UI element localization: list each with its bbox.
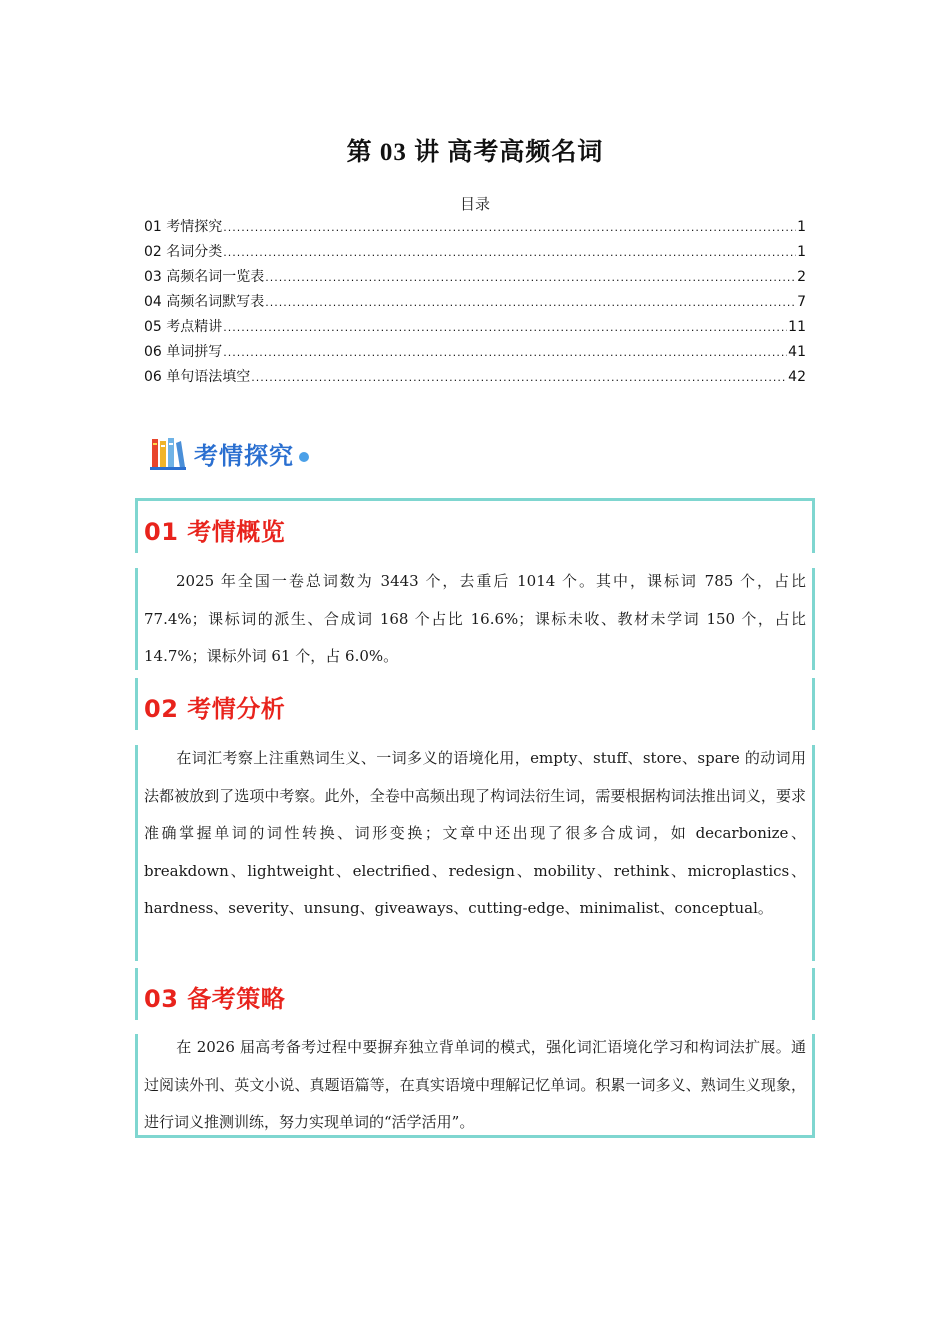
frame-left-border <box>135 1034 138 1136</box>
toc-item-page: 41 <box>788 344 806 360</box>
toc-item[interactable] <box>144 317 806 342</box>
section-body <box>144 1029 806 1142</box>
frame-left-border <box>135 968 138 1020</box>
toc-item-label: 01 考情探究 <box>144 219 223 235</box>
toc-item-page: 7 <box>797 294 806 310</box>
toc-item[interactable] <box>144 342 806 367</box>
toc-leader-dots <box>223 243 796 263</box>
section-heading: 01 考情概览 <box>144 518 286 546</box>
toc-leader-dots <box>265 293 796 313</box>
toc-item-page: 11 <box>788 319 806 335</box>
toc-item-label: 02 名词分类 <box>144 244 223 260</box>
frame-right-border <box>812 745 815 961</box>
toc-item[interactable] <box>144 217 806 242</box>
toc-leader-dots <box>223 318 787 338</box>
banner-dot <box>299 452 309 462</box>
toc-item[interactable] <box>144 367 806 392</box>
frame-right-border <box>812 1034 815 1136</box>
toc-item-page: 2 <box>797 269 806 285</box>
toc-leader-dots <box>251 368 787 388</box>
section-heading: 02 考情分析 <box>144 695 286 723</box>
section-body-text: 2025 年全国一卷总词数为 3443 个，去重后 1014 个。其中，课标词 785 个，占比 77.4%；课标词的派生、合成词 168 个占比 16.6%；课标未收、教材未学词 150 个，占比 14.7%；课标外词 61 个，占 6.0%。 <box>144 572 806 665</box>
section-body <box>144 563 806 676</box>
frame-left-border <box>135 568 138 670</box>
frame-right-border <box>812 568 815 670</box>
toc-item-label: 06 单词拼写 <box>144 344 223 360</box>
toc-item-label: 05 考点精讲 <box>144 319 223 335</box>
frame-left-border <box>135 501 138 553</box>
toc-item-label: 04 高频名词默写表 <box>144 294 265 310</box>
section-banner <box>150 433 309 473</box>
toc-item-label: 03 高频名词一览表 <box>144 269 265 285</box>
toc-item[interactable] <box>144 242 806 267</box>
table-of-contents <box>144 217 806 392</box>
toc-item-page: 42 <box>788 369 806 385</box>
frame-top-border <box>135 498 815 501</box>
toc-item-page: 1 <box>797 244 806 260</box>
toc-item-label: 06 单句语法填空 <box>144 369 251 385</box>
toc-item[interactable] <box>144 292 806 317</box>
toc-leader-dots <box>223 218 796 238</box>
frame-right-border <box>812 501 815 553</box>
section-heading: 03 备考策略 <box>144 985 286 1013</box>
toc-item[interactable] <box>144 267 806 292</box>
banner-title: 考情探究 <box>194 441 294 470</box>
toc-item-page: 1 <box>797 219 806 235</box>
frame-left-border <box>135 745 138 961</box>
frame-right-border <box>812 678 815 730</box>
toc-leader-dots <box>223 343 787 363</box>
section-body-text: 在词汇考察上注重熟词生义、一词多义的语境化用，empty、stuff、store、spare 的动词用法都被放到了选项中考察。此外，全卷中高频出现了构词法衍生词，需要根据构词法推出词义，要求准确掌握单词的词性转换、词形变换；文章中还出现了很多合成词，如 decarbonize、breakdown、lightweight、electrified、redesign、mobility、rethink、microplastics、hardness、severity、unsung、giveaways、cutting-edge、minimalist、conceptual。 <box>144 749 806 917</box>
toc-heading: 目录 <box>459 195 490 213</box>
books-icon <box>150 435 186 471</box>
section-body-text: 在 2026 届高考备考过程中要摒弃独立背单词的模式，强化词汇语境化学习和构词法扩展。通过阅读外刊、英文小说、真题语篇等，在真实语境中理解记忆单词。积累一词多义、熟词生义现象，进行词义推测训练，努力实现单词的“活学活用”。 <box>144 1038 806 1131</box>
toc-leader-dots <box>265 268 796 288</box>
page-title: 第 03 讲 高考高频名词 <box>346 139 604 166</box>
frame-right-border <box>812 968 815 1020</box>
frame-left-border <box>135 678 138 730</box>
section-body <box>144 740 806 928</box>
